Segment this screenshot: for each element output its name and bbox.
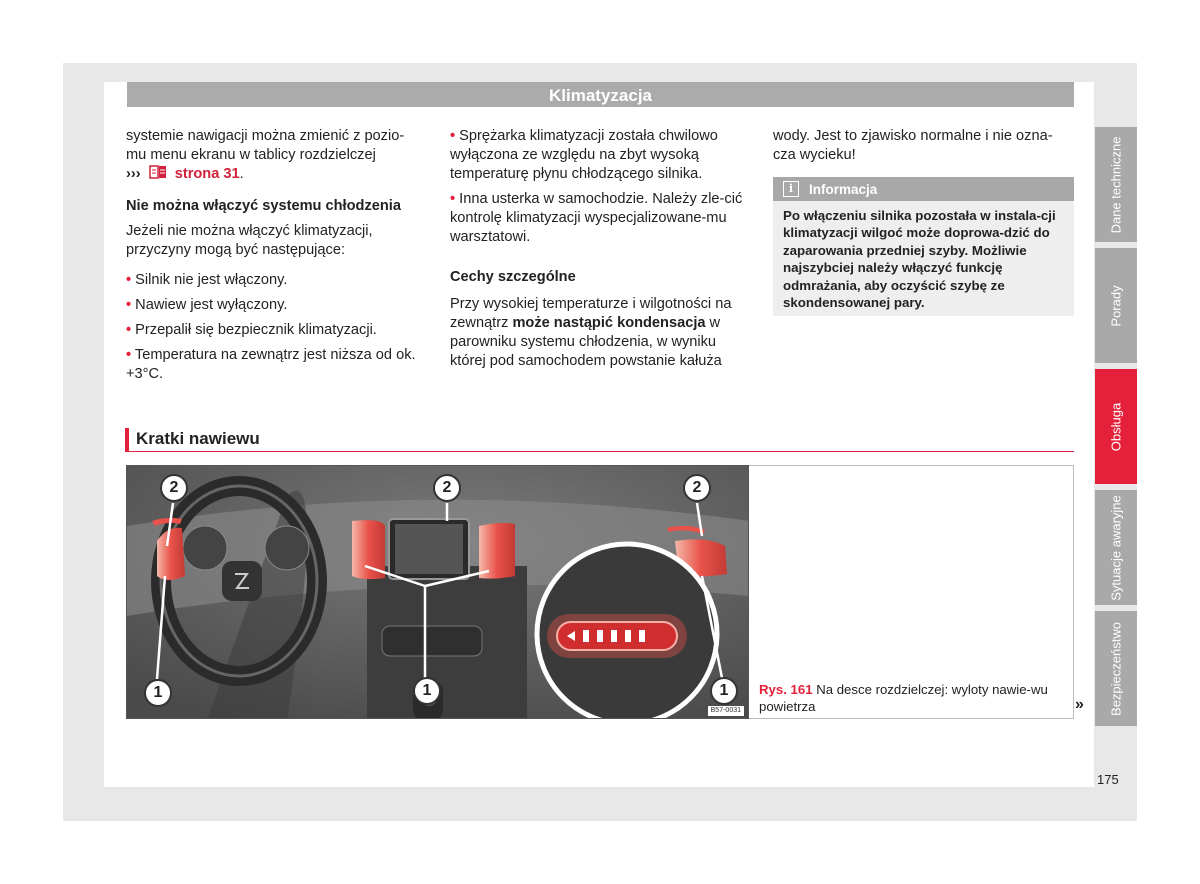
tab-bezpieczenstwo[interactable] [1095, 611, 1137, 726]
book-icon [147, 165, 168, 178]
callout-1-right [710, 677, 738, 705]
subheading-special: Cechy szczególne [450, 269, 576, 285]
bullet-dot: • [450, 128, 456, 144]
tab-label: Dane techniczne [1108, 136, 1124, 233]
callout-label: 1 [153, 684, 163, 701]
info-box-title: Informacja [809, 181, 878, 197]
callout-label: 2 [692, 479, 702, 496]
caption-label: Rys. 161 [759, 682, 813, 697]
callout-2-right [683, 474, 711, 502]
tab-sytuacje-awaryjne[interactable] [1095, 490, 1137, 605]
tab-label: Sytuacje awaryjne [1108, 494, 1124, 601]
chapter-header: Klimatyzacja [127, 82, 1074, 107]
figure-caption [759, 681, 1059, 715]
info-box-body: Po włączeniu silnika pozostała w instala-cji klimatyzacji wilgoć może doprowa-dzić do zaparowania przedniej szyby. Możliwie najszybciej należy włączyć funkcję odmrażania, aby oczyścić szybę ze skondensowanej pary. [783, 208, 1056, 311]
intro-line-1: systemie nawigacji można zmienić z pozio- [126, 128, 405, 144]
column-3 [773, 127, 1074, 165]
callout-1-left [144, 679, 172, 707]
callout-label: 2 [442, 479, 452, 496]
caption-text: Na desce rozdzielczej: wyloty nawie-wu powietrza [759, 682, 1048, 714]
callout-label: 2 [169, 479, 179, 496]
tab-label: Bezpieczeństwo [1108, 621, 1124, 716]
bullet-dot: • [126, 347, 132, 363]
list-item [126, 271, 426, 290]
callout-2-center [433, 474, 461, 502]
info-icon: i [783, 181, 799, 197]
page-reference[interactable] [126, 165, 426, 184]
bullet-text: Temperatura na zewnątrz jest niższa od ok. +3°C. [126, 347, 416, 382]
list-item [126, 321, 426, 340]
tab-obsluga[interactable] [1095, 369, 1137, 484]
bullet-text: Inna usterka w samochodzie. Należy zle-cić kontrolę klimatyzacji wyspecjalizowane-mu warsztatowi. [450, 191, 743, 245]
column-1 [126, 127, 426, 384]
condensation-paragraph [450, 295, 752, 371]
list-item [450, 190, 752, 247]
list-item [126, 296, 426, 315]
reference-tail: . [239, 166, 244, 182]
tab-porady[interactable] [1095, 248, 1137, 363]
column-2 [450, 127, 752, 371]
reference-link[interactable]: strona 31 [174, 166, 240, 182]
callout-1-center [413, 677, 441, 705]
bullet-text: Sprężarka klimatyzacji została chwilowo wyłączona ze względu na zbyt wysoką temperaturę płynu chłodzącego silnika. [450, 128, 718, 182]
section-title: Kratki nawiewu [125, 428, 1074, 452]
bullet-text: Nawiew jest wyłączony. [135, 297, 288, 313]
tab-dane-techniczne[interactable] [1095, 127, 1137, 242]
callout-2-left [160, 474, 188, 502]
continuation-text: wody. Jest to zjawisko normalne i nie ozna-cza wycieku! [773, 128, 1053, 163]
list-item [450, 127, 752, 184]
cooling-lead: Jeżeli nie można włączyć klimatyzacji, przyczyny mogą być następujące: [126, 223, 373, 258]
list-item [126, 346, 426, 384]
page-number: 175 [1097, 772, 1119, 787]
bullet-dot: • [126, 297, 132, 313]
figure-code: B57-0031 [708, 706, 744, 716]
info-box [773, 177, 1074, 316]
tab-label: Porady [1108, 284, 1124, 327]
dashboard-figure [126, 465, 749, 719]
info-box-header [773, 177, 1074, 201]
bullet-dot: • [450, 191, 456, 207]
callout-label: 1 [719, 682, 729, 699]
paragraph-text: Przy wysokiej temperaturze i wilgotności na zewnątrz [450, 296, 732, 331]
dashboard-illustration [127, 466, 749, 719]
bullet-text: Silnik nie jest włączony. [135, 272, 288, 288]
bullet-dot: • [126, 272, 132, 288]
bullet-dot: • [126, 322, 132, 338]
tab-label: Obsługa [1108, 402, 1124, 451]
bullet-text: Przepalił się bezpiecznik klimatyzacji. [135, 322, 377, 338]
callout-label: 1 [422, 682, 432, 699]
paragraph-text: w parowniku systemu chłodzenia, w wyniku której pod samochodem powstanie kałuża [450, 315, 722, 369]
subheading-cooling: Nie można włączyć systemu chłodzenia [126, 198, 401, 214]
paragraph-emphasis: może nastąpić kondensacja [512, 315, 706, 331]
continue-arrow-icon: » [1075, 696, 1084, 713]
intro-line-2: mu menu ekranu w tablicy rozdzielczej [126, 147, 376, 163]
reference-arrows: ››› [126, 166, 141, 182]
